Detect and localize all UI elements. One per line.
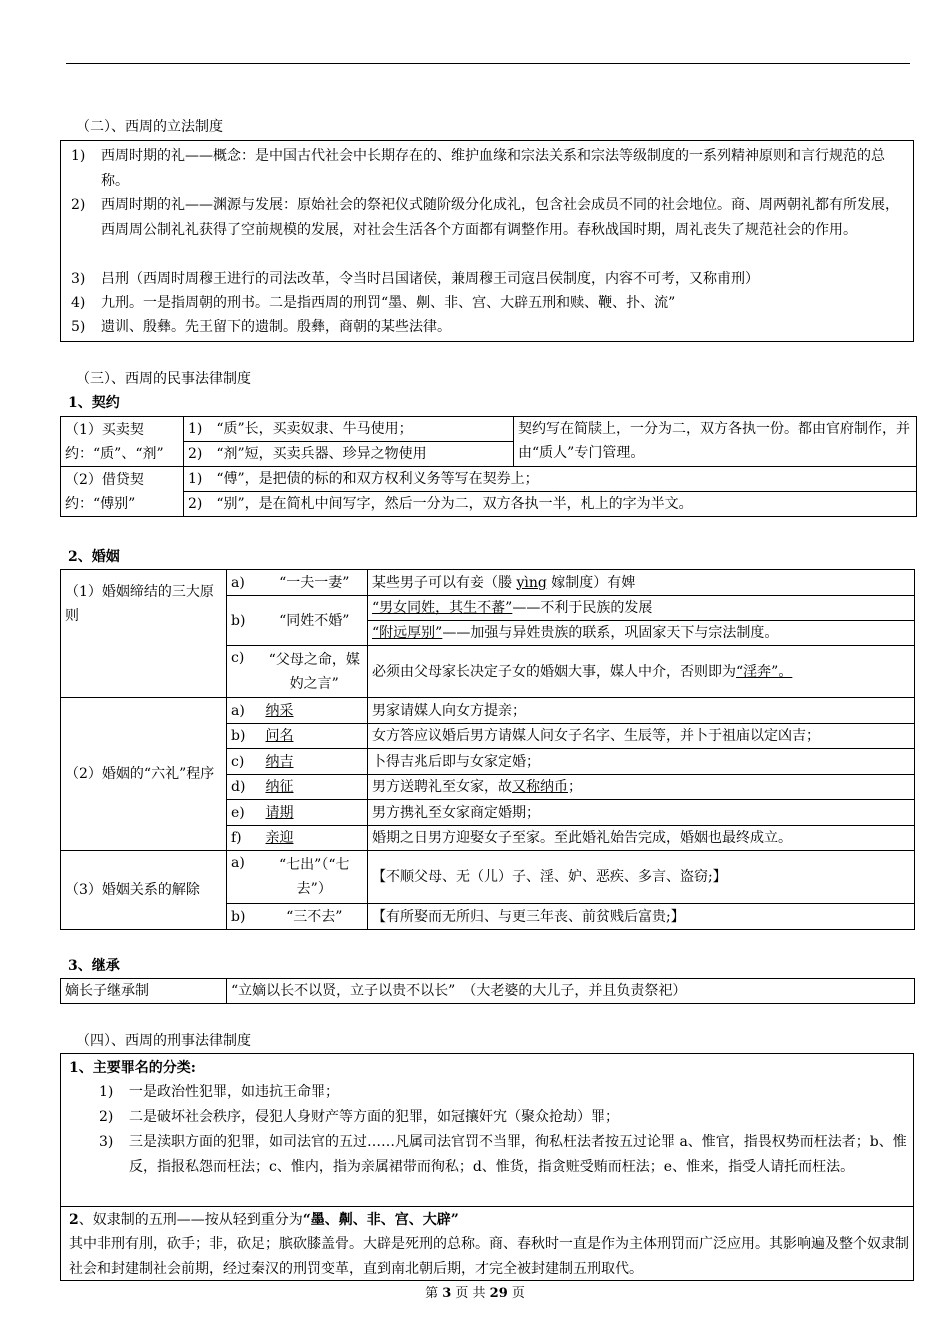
rite-desc: 男家请媒人向女方提亲； [368,698,915,724]
principle-name: “一夫一妻” [262,570,368,596]
inheritance-label: 嫡长子继承制 [61,979,227,1004]
contract-cell: 1) “傅”，是把债的标的和双方权利义务等写在契券上； [184,467,917,492]
rite-desc: 卜得吉兆后即与女家定婚； [368,749,915,775]
divider [61,1206,913,1207]
inheritance-desc: “立嫡以长不以贤，立子以贵不以长” （大老婆的大儿子，并且负责祭祀） [227,979,915,1004]
list-item: 4) 九刑。一是指周朝的刑书。二是指西周的刑罚“墨、劓、非、宫、大辟五刑和赎、鞭、扑、流” [71,295,676,311]
list-item: 1) 一是政治性犯罪，如违抗王命罪； [99,1084,339,1100]
dissolution-desc: 【有所娶而无所归、与更三年丧、前贫贱后富贵;】 [368,904,915,930]
loan-contract-label: （2）借贷契约：“傅别” [61,467,184,517]
rite-name: 请期 [262,800,368,826]
inheritance-heading: 3、继承 [68,958,120,974]
criminal-box [60,1053,914,1281]
rite-desc: 男方送聘礼至女家，故又称纳币； [368,775,915,800]
principle-desc: “附远厚别”——加强与异姓贵族的联系，巩固家天下与宗法制度。 [368,621,915,646]
contract-heading: 1、契约 [68,395,120,411]
contract-cell: 1) “质”长，买卖奴隶、牛马使用； [184,417,514,442]
marriage-heading: 2、婚姻 [68,549,120,565]
principle-name: “同姓不婚” [262,596,368,646]
list-item: 5) 遗训、殷彝。先王留下的遗制。殷彝，商朝的某些法律。 [71,319,451,335]
list-item: 1) 西周时期的礼——概念：是中国古代社会中长期存在的、维护血缘和宗法关系和宗法等级制度的一系列精神原则和言行规范的总称。 [71,148,885,189]
header-rule [66,63,910,64]
section-title-legislation: （二）、西周的立法制度 [76,119,223,135]
rite-name: 纳征 [262,775,368,800]
principle-name: “父母之命，媒妁之言” [262,646,368,698]
principle-desc: 某些男子可以有妾（媵 yìng 嫁制度）有婢 [368,570,915,596]
dissolution-name: “七出”（“七去”） [262,851,368,904]
rite-name: 亲迎 [262,826,368,851]
inheritance-table [60,978,915,1004]
five-punishments-text: 其中非刑有刖，砍手；非，砍足；膑砍膝盖骨。大辟是死刑的总称。商、春秋时一直是作为主体刑罚而广泛应用。其影响遍及整个奴隶制社会和封建制社会前期，经过秦汉的刑罚变革，直到南北朝后期，才完全被封建制五刑取代。 [69,1236,909,1277]
crimes-heading: 1、主要罪名的分类: [69,1060,196,1076]
dissolution-desc: 【不顺父母、无（儿）子、淫、妒、恶疾、多言、盗窃;】 [368,851,915,904]
contract-cell: 2) “别”，是在简札中间写字，然后一分为二，双方各执一半，札上的字为半文。 [184,492,917,517]
list-item: 3) 吕刑（西周时周穆王进行的司法改革，令当时吕国诸侯，兼周穆王司寇吕侯制度，内容不可考，又称甫刑） [71,271,759,287]
section-title-civil: （三）、西周的民事法律制度 [76,371,251,387]
dissolution-label: （3）婚姻关系的解除 [61,851,227,930]
principle-desc: 必须由父母家长决定子女的婚姻大事，媒人中介，否则即为“淫奔”。 [368,646,915,698]
marriage-table: （1）婚姻缔结的三大原则 a) “一夫一妻” 某些男子可以有妾（媵 yìng 嫁制度）有婢 b) “同姓不婚” “男女同姓，其生不蕃”——不利于民族的发展 “附远厚别”——加强与异姓贵族的联系，巩固家天下与宗法制度。 c) “父母之命，媒妁之言” 必须由父母家长决定子女的婚姻大事，媒人中介，否则即为“淫奔”。 （2）婚姻的“六礼”程序 a) 纳采 男家请媒人向女方提亲； b) 问名 女方答应议婚后男方请媒人问女子名字、生辰等，并卜于祖庙以定凶吉； c) 纳吉 卜得吉兆后即与女家定婚； d) 纳征 男方送聘礼至女家，故又称纳币； e) 请期 男方携礼至女家商定婚期； f) 亲迎 婚期之日男方迎娶女子至家。至此婚礼始告完成，婚姻也最终成立。 （3）婚姻关系的解除 a) “七出”（“七去”） 【不顺父母、无（儿）子、淫、妒、恶疾、多言、盗窃;】 b) “三不去” 【有所娶而无所归、与更三年丧、前贫贱后富贵;】 [60,569,915,930]
six-rites-label: （2）婚姻的“六礼”程序 [61,698,227,851]
list-item: 2) 二是破坏社会秩序，侵犯人身财产等方面的犯罪，如冠攘奸宄（聚众抢劫）罪； [99,1109,619,1125]
dissolution-name: “三不去” [262,904,368,930]
legislation-box [60,140,914,342]
page-footer: 第 3 页 共 29 页 [425,1286,525,1301]
contract-table [60,416,917,517]
list-item: 2) 西周时期的礼——渊源与发展：原始社会的祭祀仪式随阶级分化成礼，包含社会成员不同的社会地位。商、周两朝礼都有所发展，西周周公制礼礼获得了空前规模的发展，对社会生活各个方面都有调整作用。春秋战国时期，周礼丧失了规范社会的作用。 [71,197,899,238]
rite-name: 问名 [262,724,368,749]
section-title-criminal: （四）、西周的刑事法律制度 [76,1033,251,1049]
rite-desc: 女方答应议婚后男方请媒人问女子名字、生辰等，并卜于祖庙以定凶吉； [368,724,915,749]
rite-desc: 婚期之日男方迎娶女子至家。至此婚礼始告完成，婚姻也最终成立。 [368,826,915,851]
rite-desc: 男方携礼至女家商定婚期； [368,800,915,826]
contract-cell: 2) “剂”短，买卖兵器、珍异之物使用 [184,442,514,467]
contract-note: 契约写在简牍上，一分为二，双方各执一份。都由官府制作，并由“质人”专门管理。 [514,417,917,467]
five-punishments-title: 2、奴隶制的五刑——按从轻到重分为“墨、劓、非、宫、大辟” [69,1212,459,1228]
sale-contract-label: （1）买卖契约：“质”、“剂” [61,417,184,467]
rite-name: 纳吉 [262,749,368,775]
rite-name: 纳采 [262,698,368,724]
list-item: 3) 三是渎职方面的犯罪，如司法官的五过……凡属司法官罚不当罪，徇私枉法者按五过论罪 a、惟官，指畏权势而枉法者；b、惟反，指报私怨而枉法；c、惟内，指为亲属裙带而徇私；d、惟货，指贪赃受贿而枉法；e、惟来，指受人请托而枉法。 [99,1134,907,1175]
marriage-principles-label: （1）婚姻缔结的三大原则 [61,570,227,698]
principle-desc: “男女同姓，其生不蕃”——不利于民族的发展 [368,596,915,621]
